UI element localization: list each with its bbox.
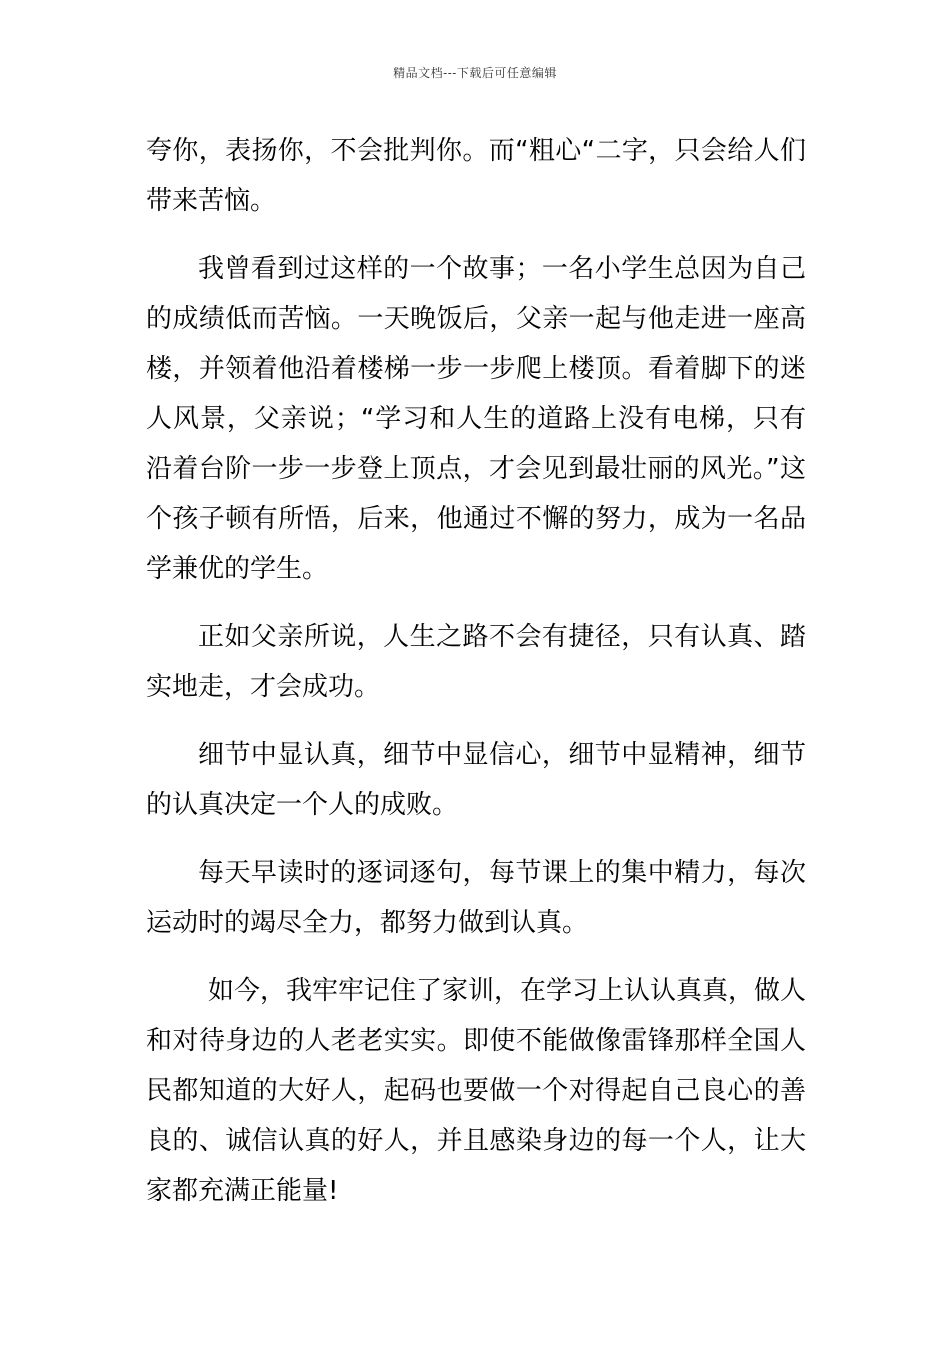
paragraph-3: 正如父亲所说，人生之路不会有捷径，只有认真、踏实地走，才会成功。: [146, 622, 806, 702]
paragraph-6: 如今，我牢牢记住了家训，在学习上认认真真，做人和对待身边的人老老实实。即使不能做像雷锋那样全国人民都知道的大好人，起码也要做一个对得起自己良心的善良的、诚信认真的好人，并且感染身边的每一个人，让大家都充满正能量!: [146, 976, 807, 1206]
paragraph-1: 夸你，表扬你，不会批判你。而“粗心“二字，只会给人们带来苦恼。: [146, 136, 806, 216]
page-header: 精品文档---下载后可任意编辑: [393, 66, 557, 80]
paragraph-5: 每天早读时的逐词逐句，每节课上的集中精力，每次运动时的竭尽全力，都努力做到认真。: [146, 858, 806, 938]
paragraph-4: 细节中显认真，细节中显信心，细节中显精神，细节的认真决定一个人的成败。: [146, 740, 806, 820]
document-body: [146, 126, 806, 1234]
paragraph-2: 我曾看到过这样的一个故事；一名小学生总因为自己的成绩低而苦恼。一天晚饭后，父亲一起与他走进一座高楼，并领着他沿着楼梯一步一步爬上楼顶。看着脚下的迷人风景，父亲说；“学习和人生的道路上没有电梯，只有沿着台阶一步一步登上顶点，才会见到最壮丽的风光。”这个孩子顿有所悟，后来，他通过不懈的努力，成为一名品学兼优的学生。: [146, 254, 806, 584]
